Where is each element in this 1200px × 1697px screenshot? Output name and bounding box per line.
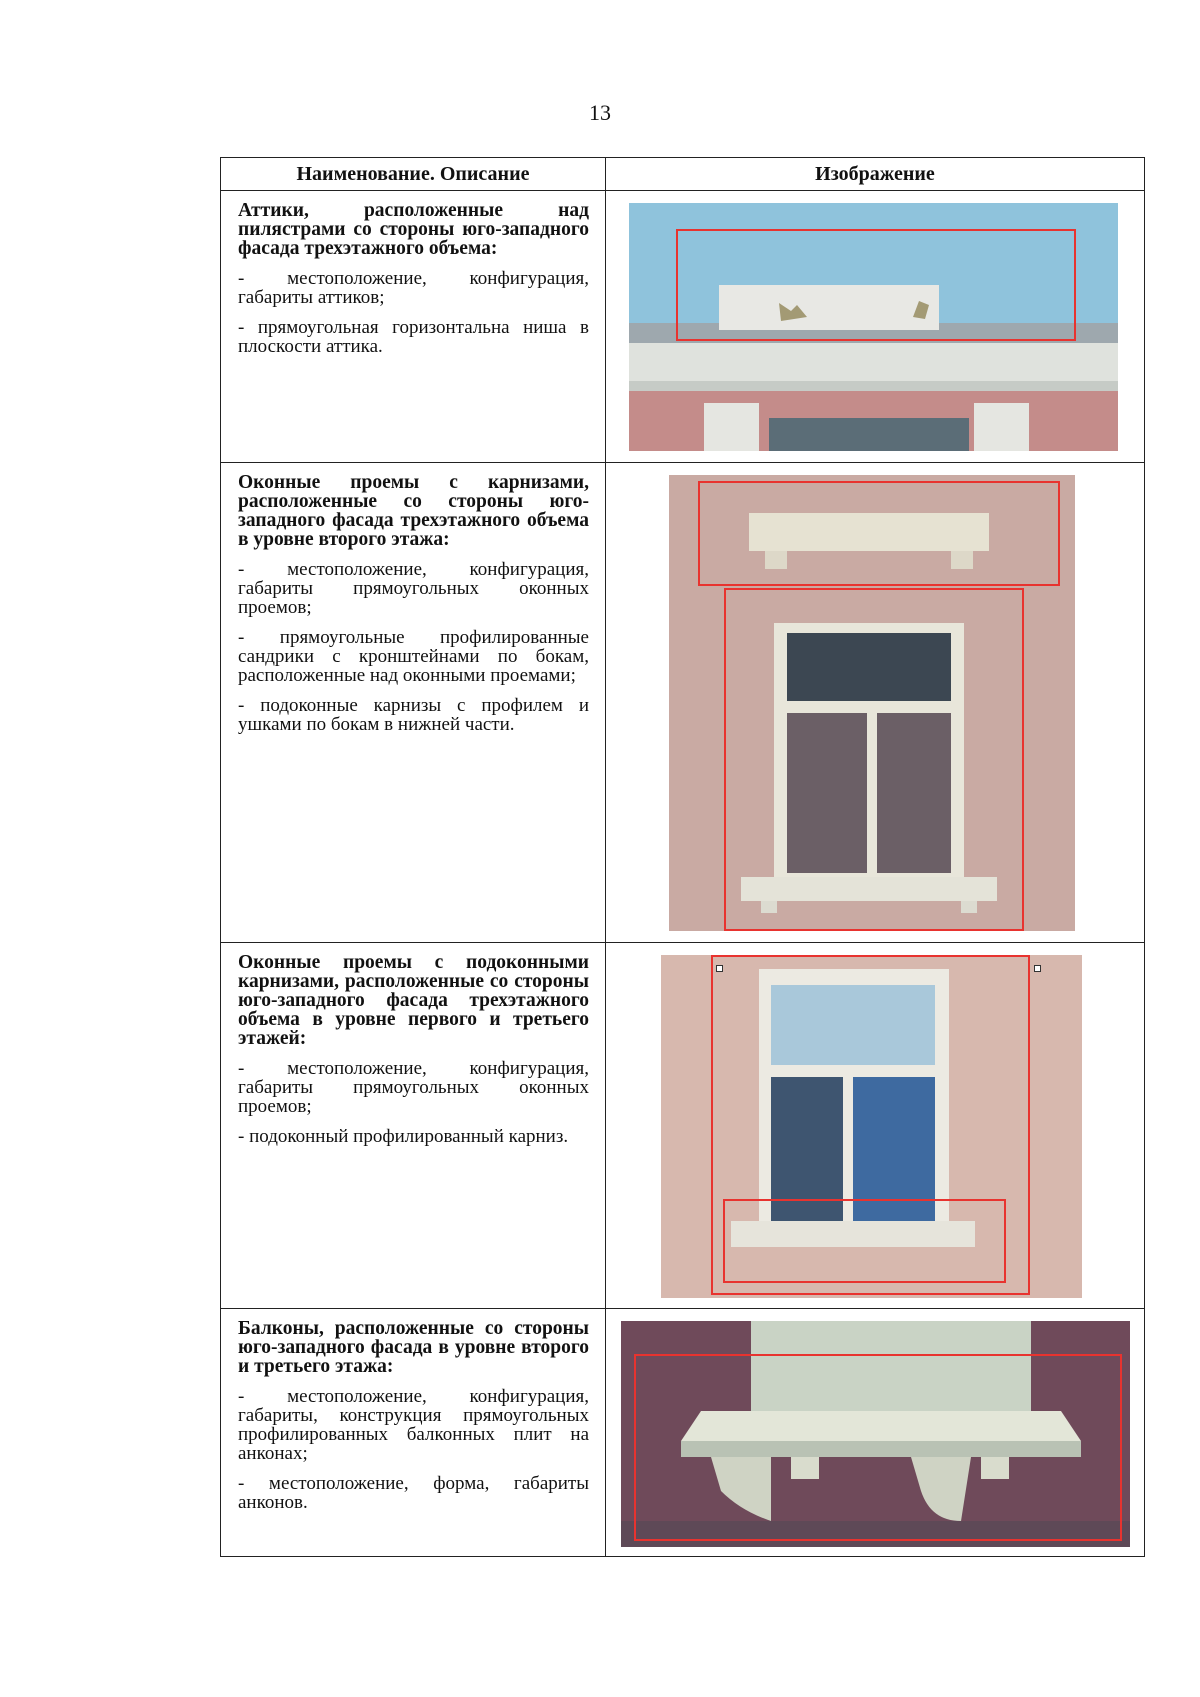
annotation-box-sandrik [698,481,1060,586]
description-cell [221,463,606,943]
row-item: - прямоугольная горизонтальна ниша в плоскости аттика. [238,317,589,357]
table-row-attics [221,191,1145,463]
image-cell [606,1309,1145,1557]
table-row-second-floor-windows [221,463,1145,943]
header-description: Наименование. Описание [221,158,606,191]
row-item: - местоположение, конфигурация, габариты, конструкция прямоугольных профилированных балконных плит на анконах; [238,1386,589,1464]
image-cell [606,943,1145,1309]
row-item: - местоположение, конфигурация, габариты прямоугольных оконных проемов; [238,1058,589,1117]
table-row-balconies [221,1309,1145,1557]
annotation-box-window [724,588,1024,931]
row-item: - местоположение, конфигурация, габариты прямоугольных оконных проемов; [238,559,589,618]
row-item: - прямоугольные профилированные сандрики с кронштейнами по бокам, расположенные над оконными проемами; [238,627,589,686]
row-item: - подоконные карнизы с профилем и ушками по бокам в нижней части. [238,695,589,735]
image-cell [606,463,1145,943]
image-cell [606,191,1145,463]
annotation-box [634,1354,1122,1541]
table-row-first-third-floor-windows [221,943,1145,1309]
row-title: Оконные проемы с подоконными карнизами, расположенные со стороны юго-западного фасада трехэтажного объема в уровне первого и третьего этажей: [238,952,589,1049]
annotation-box [676,229,1076,341]
description-cell [221,1309,606,1557]
description-cell [221,191,606,463]
annotation-box-sill [723,1199,1006,1283]
row-item: - подоконный профилированный карниз. [238,1126,569,1147]
row-title: Аттики, расположенные над пилястрами со стороны юго-западного фасада трехэтажного объема: [238,200,589,259]
table-header-row [221,158,1145,191]
row-title: Оконные проемы с карнизами, расположенные со стороны юго-западного фасада трехэтажного объема в уровне второго этажа: [238,472,589,550]
heritage-elements-table [220,157,1145,1557]
corner-marker [716,965,723,972]
row-item: - местоположение, конфигурация, габариты аттиков; [238,268,589,308]
description-cell [221,943,606,1309]
row-title: Балконы, расположенные со стороны юго-западного фасада в уровне второго и третьего этажа: [238,1318,589,1377]
corner-marker [1034,965,1041,972]
header-image: Изображение [606,158,1145,191]
page-number: 13 [589,100,611,125]
row-item: - местоположение, форма, габариты анконов. [238,1473,589,1513]
